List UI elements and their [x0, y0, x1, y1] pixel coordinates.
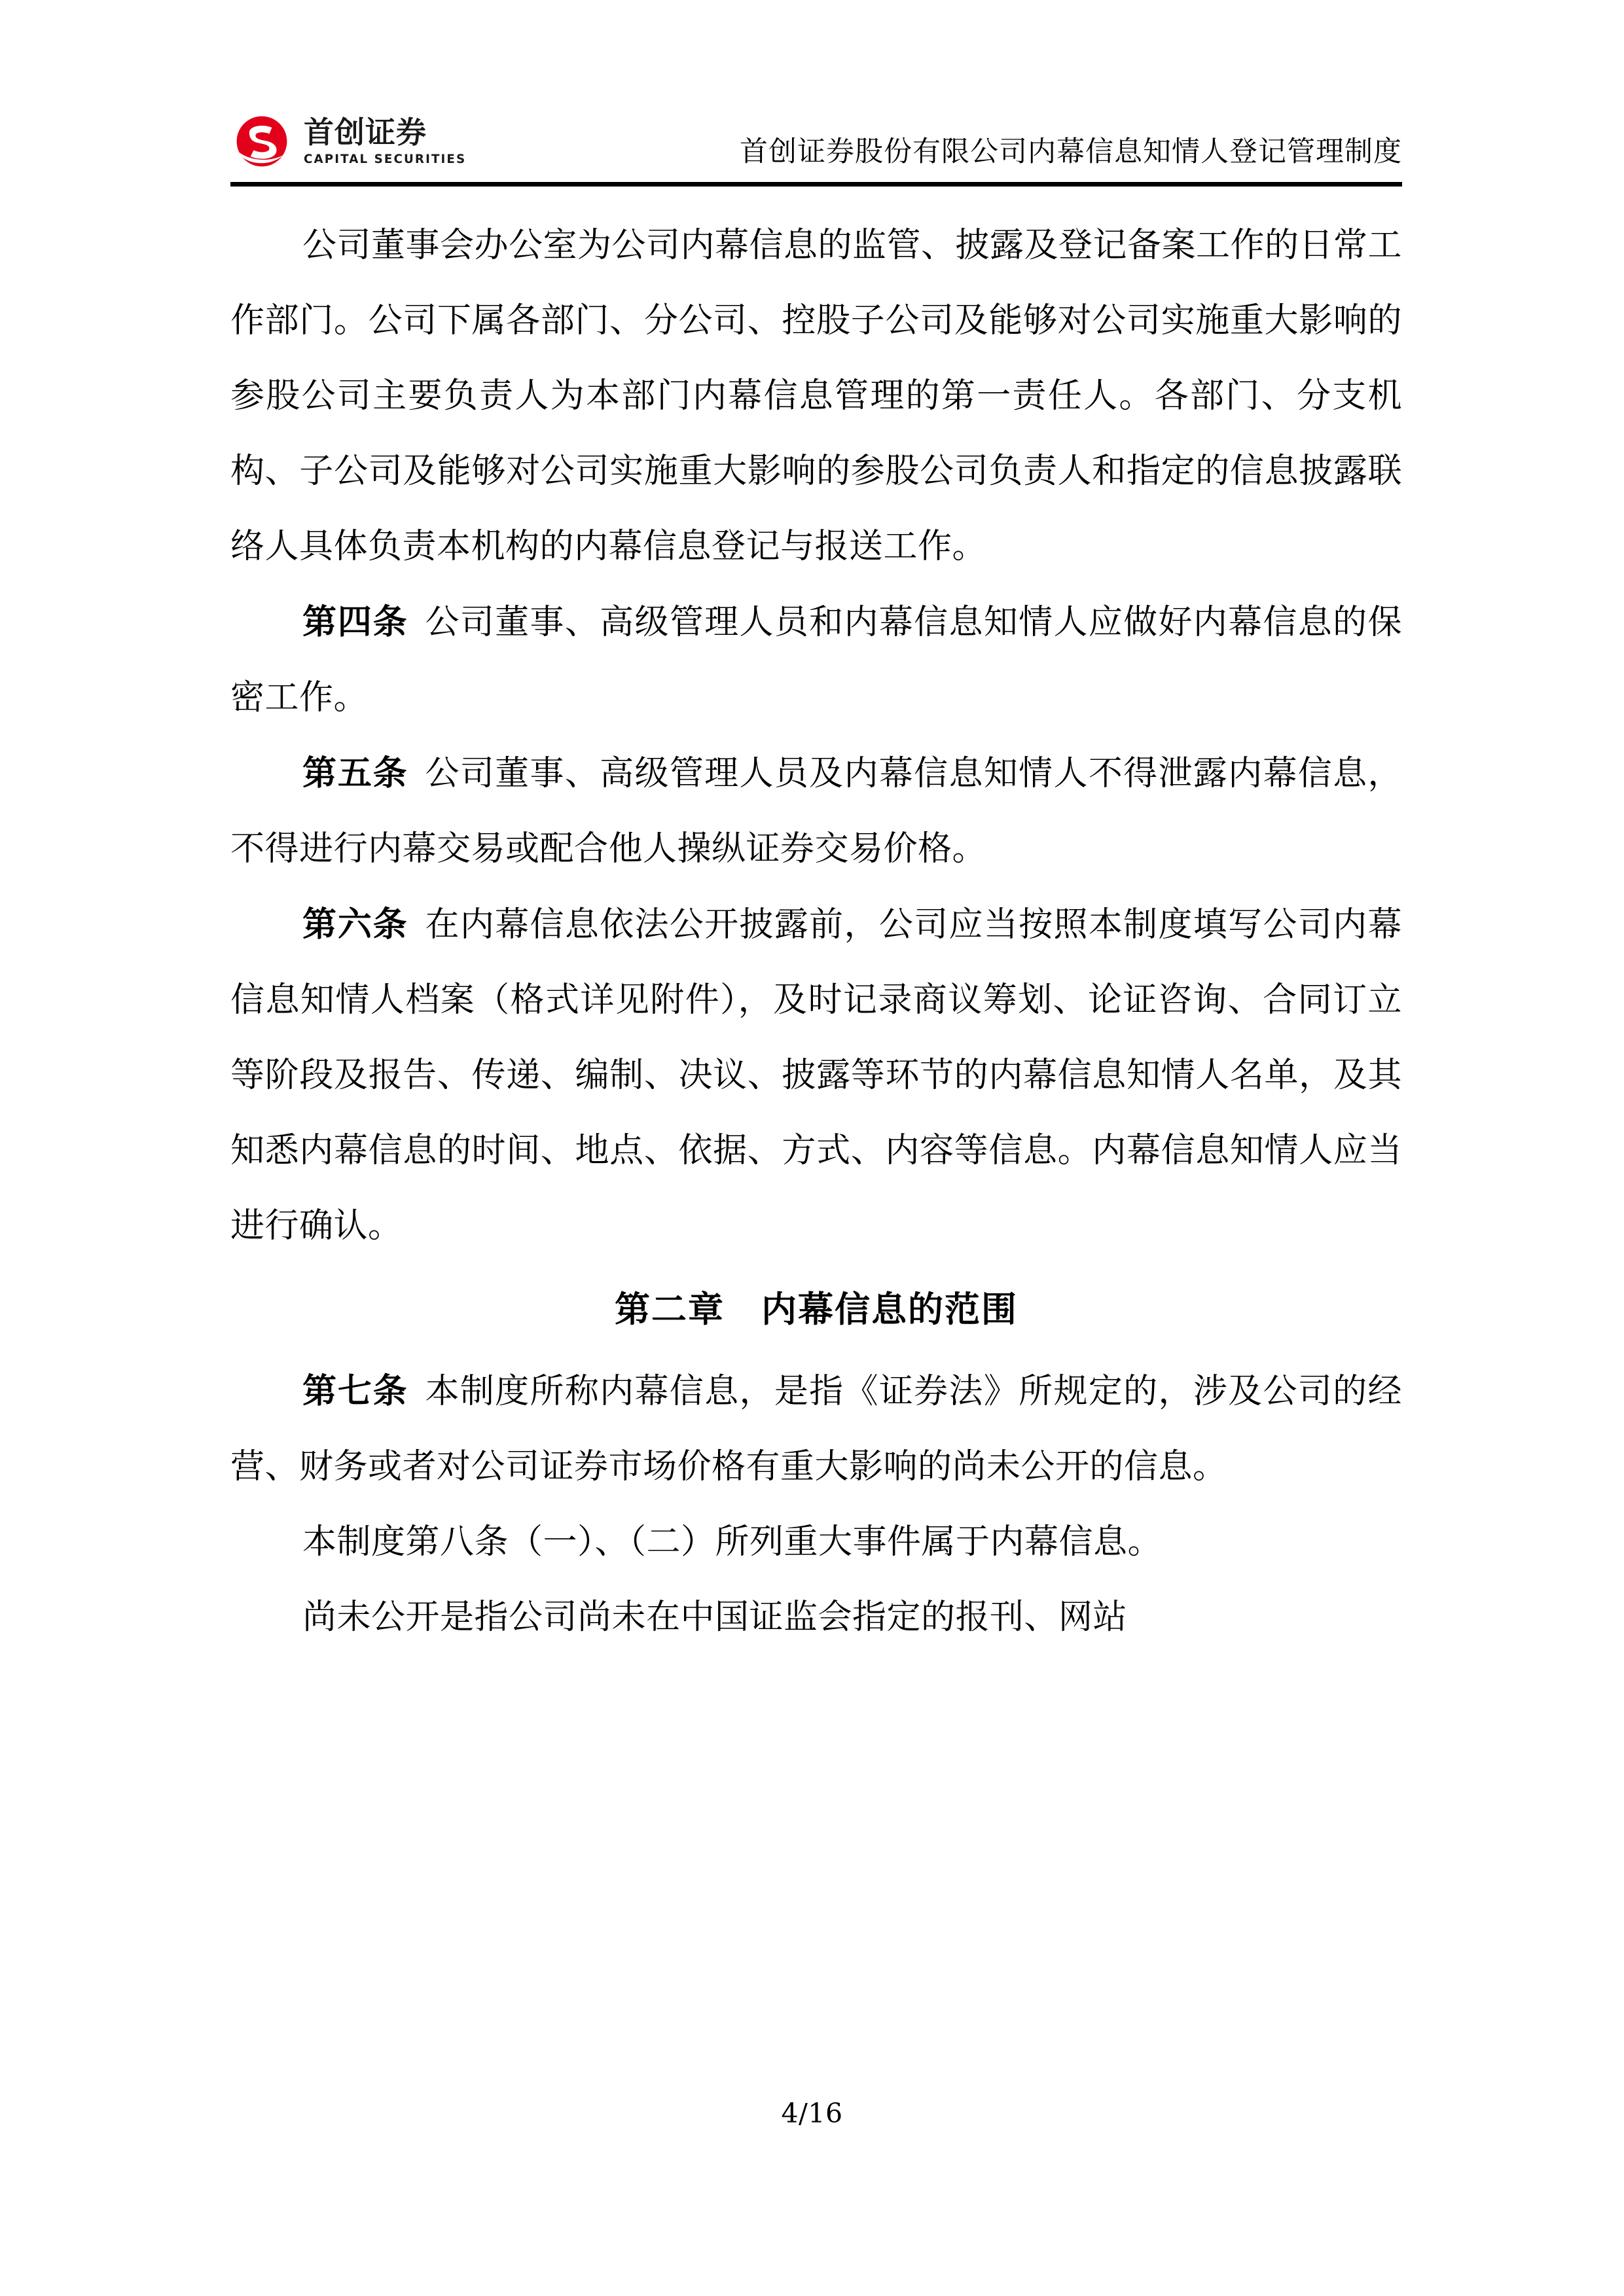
- page-number: 4/16: [781, 2098, 843, 2129]
- article-label-4: 第四条: [302, 602, 408, 642]
- paragraph-article-7-sub-1: [230, 1505, 1402, 1580]
- paragraph-text: 公司董事会办公室为公司内幕信息的监管、披露及登记备案工作的日常工作部门。公司下属各部门、分公司、控股子公司及能够对公司实施重大影响的参股公司主要负责人为本部门内幕信息管理的第一责任人。各部门、分支机构、子公司及能够对公司实施重大影响的参股公司负责人和指定的信息披露联络人具体负责本机构的内幕信息登记与报送工作。: [230, 226, 1403, 566]
- company-logo: [230, 110, 473, 177]
- page-header: [230, 92, 1402, 177]
- paragraph-text: 本制度第八条（一）、（二）所列重大事件属于内幕信息。: [302, 1522, 1163, 1562]
- brand-name-cn: 首创证券: [304, 115, 427, 150]
- paragraph-article-6: [230, 887, 1402, 1264]
- paragraph-text: 在内幕信息依法公开披露前，公司应当按照本制度填写公司内幕信息知情人档案（格式详见附件），及时记录商议筹划、论证咨询、合同订立等阶段及报告、传递、编制、决议、披露等环节的内幕信息知情人名单，及其知悉内幕信息的时间、地点、依据、方式、内容等信息。内幕信息知情人应当进行确认。: [230, 905, 1402, 1246]
- brand-wordmark: [304, 117, 473, 166]
- article-label-6: 第六条: [302, 905, 408, 944]
- article-label-5: 第五条: [302, 753, 408, 793]
- capital-securities-s-emblem-icon: [230, 110, 293, 173]
- document-body: [230, 208, 1402, 1655]
- chapter-heading-2: 第二章 内幕信息的范围: [615, 1289, 1018, 1330]
- page-footer: [0, 2098, 1624, 2129]
- paragraph-article-7: [230, 1354, 1402, 1505]
- paragraph-text: 本制度所称内幕信息，是指《证券法》所规定的，涉及公司的经营、财务或者对公司证券市场价格有重大影响的尚未公开的信息。: [230, 1372, 1402, 1486]
- paragraph-article-4: [230, 584, 1402, 736]
- paragraph-article-3-continued: [230, 208, 1402, 584]
- paragraph-text: 公司董事、高级管理人员和内幕信息知情人应做好内幕信息的保密工作。: [230, 603, 1402, 717]
- brand-name-en: CAPITAL SECURITIES: [304, 152, 467, 166]
- paragraph-text: 公司董事、高级管理人员及内幕信息知情人不得泄露内幕信息，不得进行内幕交易或配合他人操纵证券交易价格。: [230, 754, 1402, 869]
- paragraph-article-7-sub-2: [230, 1580, 1402, 1655]
- article-label-7: 第七条: [302, 1371, 408, 1411]
- paragraph-text: 尚未公开是指公司尚未在中国证监会指定的报刊、网站: [302, 1598, 1128, 1637]
- header-divider-rule: [230, 182, 1402, 187]
- document-header-title: 首创证券股份有限公司内幕信息知情人登记管理制度: [740, 135, 1402, 168]
- paragraph-article-5: [230, 736, 1402, 887]
